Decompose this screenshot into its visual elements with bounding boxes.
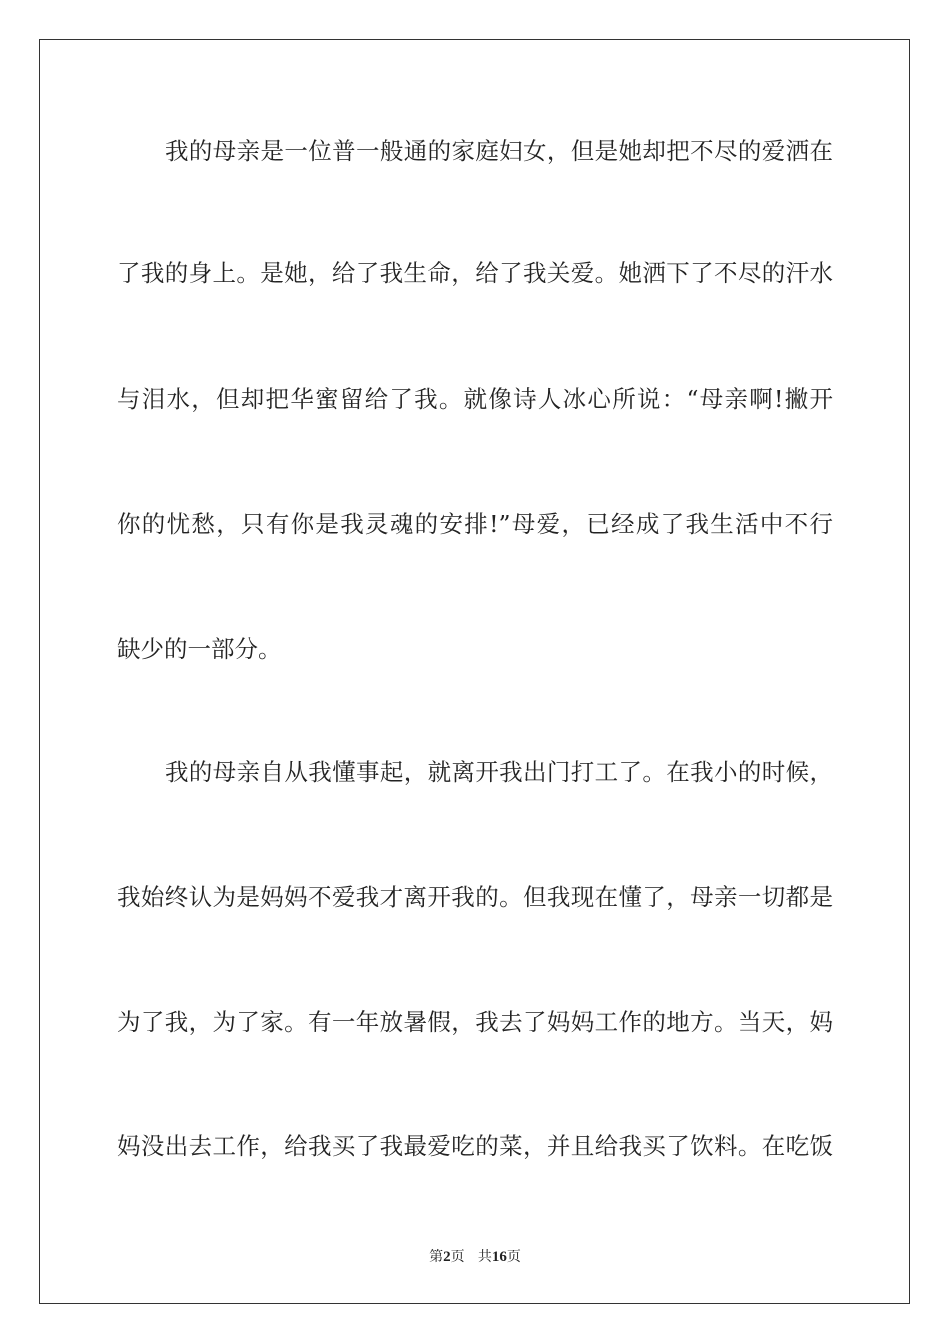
paragraph-line: 我始终认为是妈妈不爱我才离开我的。但我现在懂了，母亲一切都是 xyxy=(117,883,833,911)
paragraph-line: 与泪水，但却把华蜜留给了我。就像诗人冰心所说：“母亲啊!撇开 xyxy=(117,385,833,413)
total-pages-number: 16 xyxy=(491,1249,507,1265)
footer-prefix: 第 xyxy=(429,1249,444,1265)
current-page-number: 2 xyxy=(443,1249,451,1265)
page-footer xyxy=(0,1248,950,1266)
footer-suffix: 页 xyxy=(506,1249,521,1265)
paragraph-line: 妈没出去工作，给我买了我最爱吃的菜，并且给我买了饮料。在吃饭 xyxy=(117,1132,833,1160)
paragraph-line: 我的母亲自从我懂事起，就离开我出门打工了。在我小的时候， xyxy=(165,758,833,786)
page-frame xyxy=(39,39,910,1304)
paragraph-line: 我的母亲是一位普一般通的家庭妇女，但是她却把不尽的爱洒在 xyxy=(165,137,833,165)
paragraph-line: 为了我，为了家。有一年放暑假，我去了妈妈工作的地方。当天，妈 xyxy=(117,1008,833,1036)
paragraph-line: 了我的身上。是她，给了我生命，给了我关爱。她洒下了不尽的汗水 xyxy=(117,259,833,287)
paragraph-line: 你的忧愁，只有你是我灵魂的安排!”母爱，已经成了我生活中不行 xyxy=(117,510,833,538)
paragraph-line: 缺少的一部分。 xyxy=(117,635,282,663)
footer-mid: 页 共 xyxy=(450,1249,492,1265)
